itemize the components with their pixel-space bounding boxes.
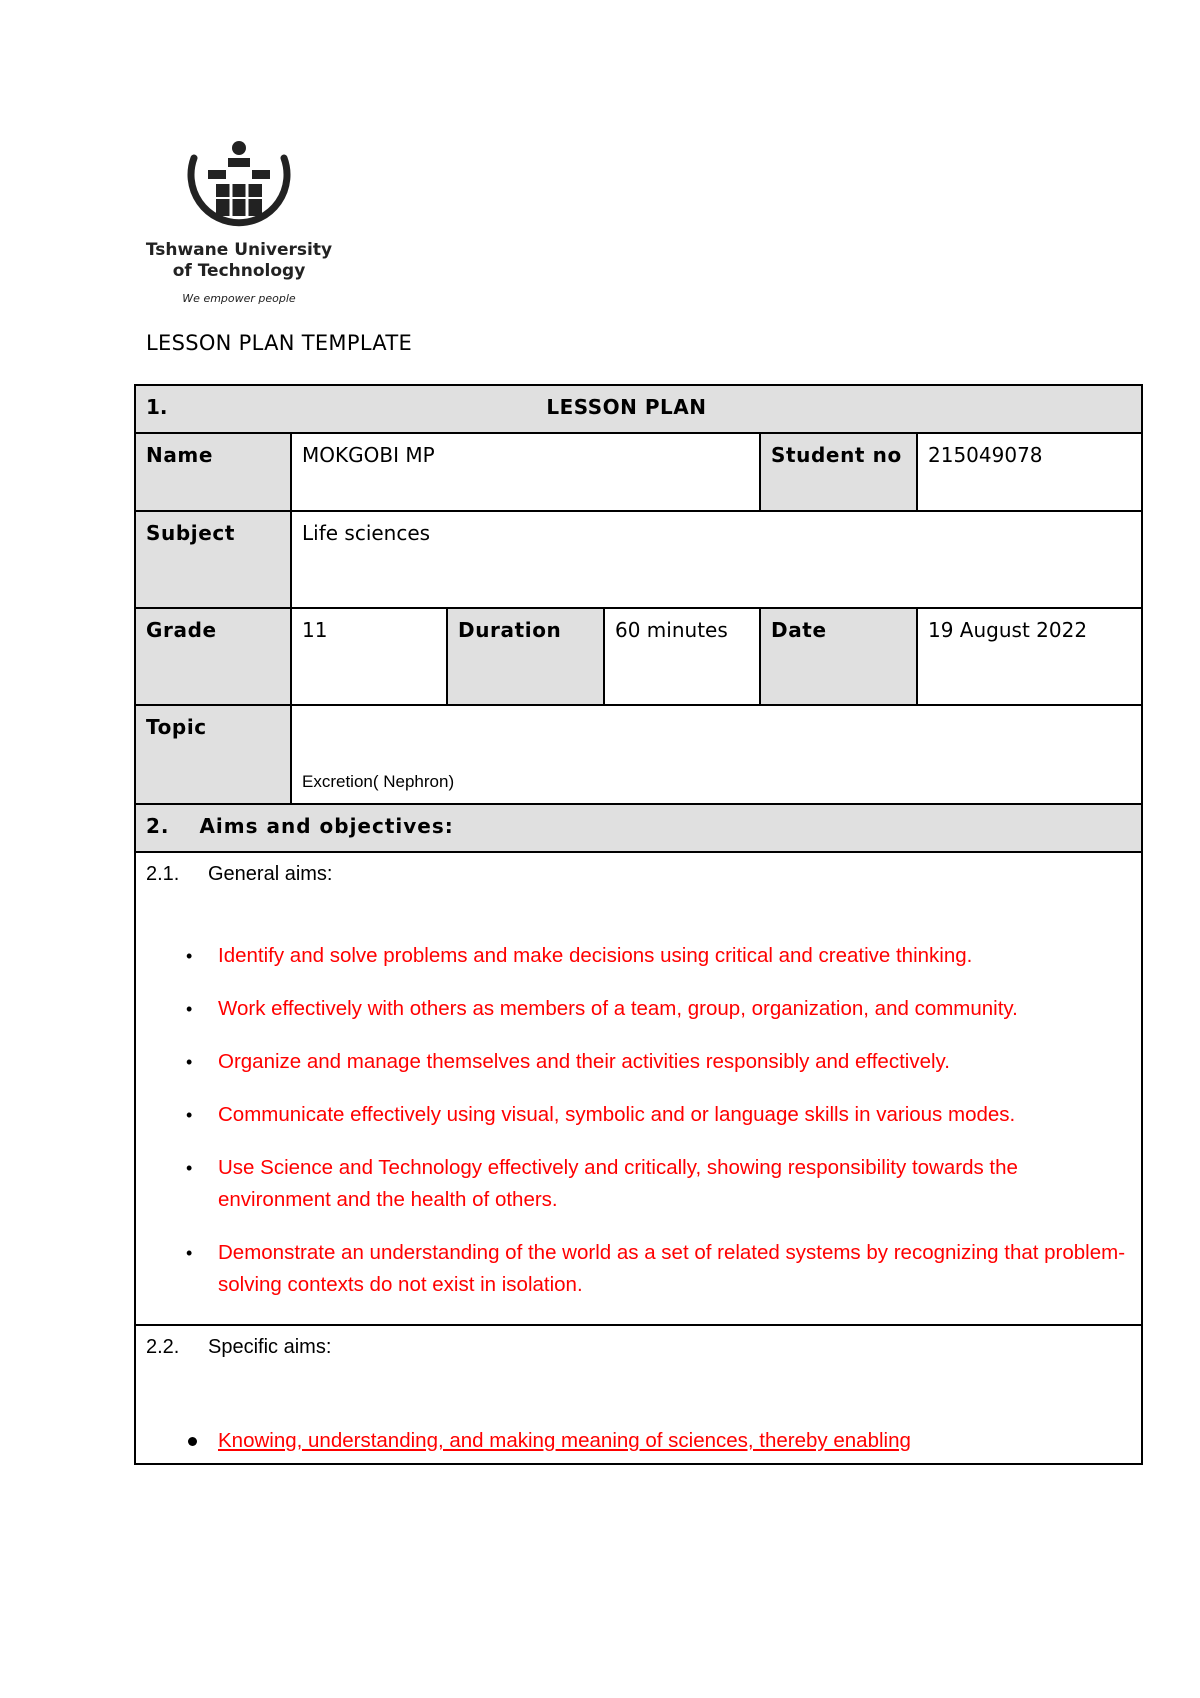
topic-value: Excretion( Nephron): [302, 772, 455, 791]
general-aims-number: 2.1.: [146, 863, 180, 885]
bullet-icon: •: [186, 999, 193, 1019]
grade-value: 11: [291, 608, 447, 705]
subject-label: Subject: [135, 511, 291, 608]
university-crest-icon: [180, 140, 298, 230]
list-item: [146, 993, 1131, 1025]
list-item: [146, 1237, 1131, 1301]
list-item-text: Demonstrate an understanding of the world as a set of related systems by recognizing that problem-solving contexts do not exist in isolation.: [218, 1241, 1126, 1296]
aims-header: [135, 804, 1142, 852]
bullet-icon: •: [186, 1105, 193, 1125]
general-aims-cell: [135, 852, 1142, 1325]
bullet-icon: •: [186, 1243, 193, 1263]
list-item-text: Identify and solve problems and make decisions using critical and creative thinking.: [218, 944, 973, 967]
topic-label: Topic: [135, 705, 291, 804]
grade-row: [135, 608, 1142, 705]
student-no-value: 215049078: [917, 433, 1142, 511]
general-aims-row: [135, 852, 1142, 1325]
topic-row: [135, 705, 1142, 804]
date-value: 19 August 2022: [917, 608, 1142, 705]
section-number: 1.: [146, 395, 168, 419]
list-item-text: Organize and manage themselves and their activities responsibly and effectively.: [218, 1050, 950, 1073]
name-value: MOKGOBI MP: [291, 433, 760, 511]
list-item: [146, 1152, 1131, 1216]
bullet-icon: •: [186, 1052, 193, 1072]
student-no-label: Student no: [760, 433, 917, 511]
university-name-line1: Tshwane University: [145, 240, 333, 260]
name-row: [135, 433, 1142, 511]
specific-aims-cell: [135, 1325, 1142, 1464]
lesson-plan-table: [134, 384, 1143, 1465]
subject-row: [135, 511, 1142, 608]
specific-aims-title: Specific aims:: [208, 1336, 332, 1358]
list-item-text: Use Science and Technology effectively and critically, showing responsibility towards the environment and the health of others.: [218, 1156, 1018, 1211]
duration-value: 60 minutes: [604, 608, 760, 705]
list-item-text: Work effectively with others as members of a team, group, organization, and community.: [218, 997, 1018, 1020]
specific-aims-row: [135, 1325, 1142, 1464]
university-name: [144, 240, 334, 282]
topic-cell: [291, 705, 1142, 804]
aims-section-title: Aims and objectives:: [199, 814, 454, 838]
specific-aims-number: 2.2.: [146, 1336, 180, 1358]
name-label: Name: [135, 433, 291, 511]
university-name-line2: of Technology: [172, 261, 306, 281]
list-item-text: Knowing, understanding, and making meaning of sciences, thereby enabling: [218, 1429, 911, 1452]
specific-aims-list: [146, 1425, 1131, 1457]
lesson-plan-header-row: [135, 385, 1142, 433]
bullet-icon: •: [186, 1158, 193, 1178]
general-aims-heading: [146, 859, 1131, 890]
date-label: Date: [760, 608, 917, 705]
list-item: [146, 1425, 1131, 1457]
aims-section-number: 2.: [146, 814, 170, 838]
list-item: [146, 1046, 1131, 1078]
grade-label: Grade: [135, 608, 291, 705]
lesson-plan-header: [135, 385, 1142, 433]
list-item-text: Communicate effectively using visual, symbolic and or language skills in various modes.: [218, 1103, 1016, 1126]
university-logo: [144, 140, 334, 310]
university-tagline: We empower people: [182, 292, 296, 305]
duration-label: Duration: [447, 608, 604, 705]
section-title: LESSON PLAN: [546, 395, 707, 419]
document-title: LESSON PLAN TEMPLATE: [146, 331, 413, 355]
list-item: [146, 940, 1131, 972]
general-aims-list: [146, 940, 1131, 1301]
bullet-icon: •: [186, 946, 193, 966]
list-item: [146, 1099, 1131, 1131]
aims-header-row: [135, 804, 1142, 852]
subject-value: Life sciences: [291, 511, 1142, 608]
general-aims-title: General aims:: [208, 863, 333, 885]
specific-aims-heading: [146, 1332, 1131, 1363]
bullet-dot-icon: [188, 1437, 197, 1446]
